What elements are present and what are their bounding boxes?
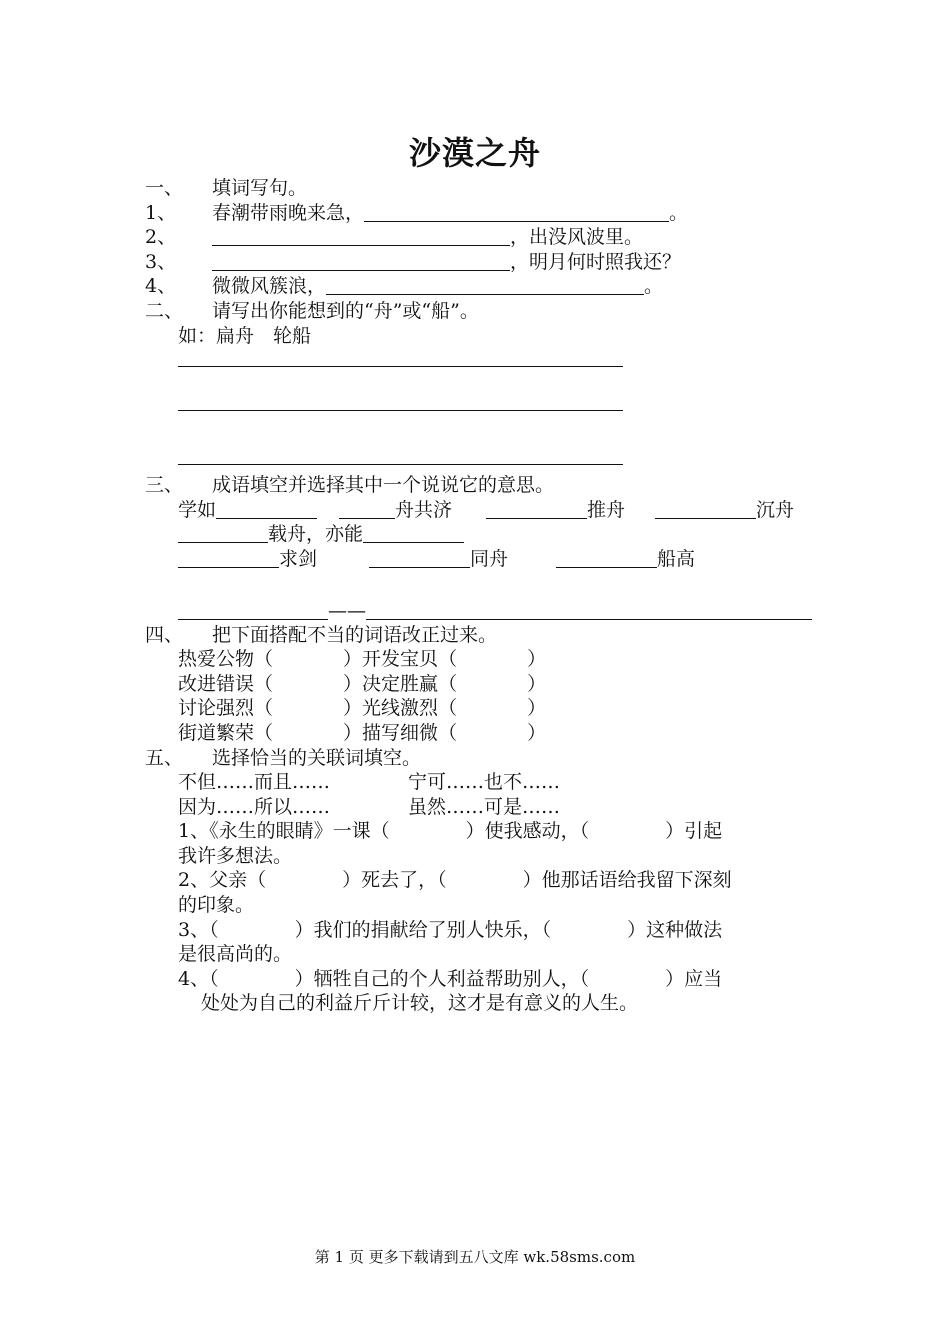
question-text: ）应当 [665,967,723,990]
question-text: 3、（ [178,918,219,941]
section-number: 四、 [145,623,184,646]
correction-row: 改进错误（ ）决定胜赢（ ） [178,672,547,695]
question-text: 2、父亲（ [178,869,267,892]
conjunction-row [145,795,805,820]
word-pair: 光线激烈 [362,697,439,720]
question-1-line-2: 我许多想法。 [178,844,293,867]
section-3-heading [145,473,805,498]
word-pair: 热爱公物 [178,648,255,671]
question-text: ）我们的捐献给了别人快乐，（ [294,918,552,941]
page-title: 沙漠之舟 [408,134,541,172]
correction-row: 街道繁荣（ ）描写细微（ ） [178,721,547,744]
question-text: ）牺牲自己的个人利益帮助别人，（ [294,967,590,990]
question-text: 1、《永生的眼睛》一课（ [178,820,390,843]
item-number: 4、 [145,275,177,298]
section-5-heading [145,746,805,771]
item-text-end: 。 [669,201,689,224]
answer-line[interactable] [178,391,623,411]
answer-line-row [145,419,805,473]
conjunction-option: 不但……而且…… [178,771,331,794]
question-3-line-2: 是很高尚的。 [178,943,293,966]
question-text: ）死去了，（ [342,869,447,892]
conjunction-option: 虽然……可是…… [408,795,561,818]
idiom-choice-blank[interactable] [178,600,328,620]
section-number: 一、 [145,177,184,199]
idiom-blank[interactable] [363,523,464,543]
idiom-text: 载舟，亦能 [268,523,364,546]
answer-blank[interactable] [364,202,669,222]
item-number: 1、 [145,201,177,224]
section-title: 选择恰当的关联词填空。 [212,746,422,769]
idiom-row-3 [145,547,805,572]
idiom-blank[interactable] [556,548,657,568]
fill-item-1 [145,201,805,226]
word-pair: 街道繁荣 [178,721,255,744]
answer-blank[interactable] [326,275,644,295]
meaning-row [145,599,805,623]
answer-line-row [145,348,805,365]
idiom-blank[interactable] [369,548,470,568]
section-number: 二、 [145,299,184,322]
word-pair: 开发宝贝 [362,648,439,671]
word-pair: 讨论强烈 [178,697,255,720]
section-title: 成语填空并选择其中一个说说它的意思。 [212,474,555,497]
fill-item-2 [145,225,805,250]
idiom-text: 同舟 [470,547,509,570]
question-2-line-2: 的印象。 [178,894,255,917]
section-number: 五、 [145,746,184,769]
idiom-blank[interactable] [216,499,317,519]
item-text-end: ，明月何时照我还？ [510,250,682,273]
idiom-blank[interactable] [339,499,395,519]
conjunction-option: 因为……所以…… [178,795,331,818]
idiom-blank[interactable] [178,548,279,568]
idiom-blank[interactable] [655,499,756,519]
idiom-text: 沉舟 [756,498,795,521]
word-pair: 决定胜赢 [362,672,439,695]
conjunction-option: 宁可……也不…… [408,771,561,794]
section-2-heading [145,299,805,324]
idiom-row-2 [145,522,805,547]
fill-item-3 [145,250,805,275]
idiom-text: 船高 [657,547,696,570]
item-text: 春潮带雨晚来急， [212,201,365,224]
answer-line[interactable] [178,347,623,367]
question-text: ）引起 [665,820,723,843]
section-1-heading [145,176,805,201]
idiom-row-1 [145,498,805,523]
section-title: 填词写句。 [212,177,308,199]
idiom-text: 推舟 [587,498,626,521]
question-text: ）这种做法 [627,918,723,941]
idiom-text: 求剑 [279,547,318,570]
item-number: 3、 [145,250,177,273]
item-text-end: ，出没风波里。 [510,226,644,249]
answer-blank[interactable] [212,226,510,246]
idiom-blank[interactable] [486,499,587,519]
question-text: ）他那话语给我留下深刻 [522,869,732,892]
worksheet-body [145,176,805,1016]
question-1-line-1 [145,819,805,844]
item-text: 微微风簇浪， [212,275,327,298]
correction-row: 热爱公物（ ）开发宝贝（ ） [178,648,547,671]
meaning-blank[interactable] [366,600,812,620]
section-number: 三、 [145,474,184,497]
question-4-line-1 [145,967,805,992]
example-text: 如：扁舟 轮船 [178,324,312,347]
word-pair: 描写细微 [362,721,439,744]
question-3-line-1 [145,918,805,943]
answer-line[interactable] [178,445,623,465]
question-text: 4、（ [178,967,219,990]
word-pair: 改进错误 [178,672,255,695]
idiom-text: 学如 [178,498,217,521]
item-number: 2、 [145,226,177,249]
section-title: 把下面搭配不当的词语改正过来。 [212,623,498,646]
answer-line-row [145,365,805,419]
dash-separator: —— [328,599,366,622]
item-text-end: 。 [644,275,664,298]
page-footer: 第 1 页 更多下载请到五八文库 wk.58sms.com [314,1248,636,1266]
fill-item-4 [145,274,805,299]
answer-blank[interactable] [212,251,510,271]
conjunction-row [145,770,805,795]
question-2-line-1 [145,868,805,893]
correction-row: 讨论强烈（ ）光线激烈（ ） [178,697,547,720]
question-4-line-2: 处处为自己的利益斤斤计较，这才是有意义的人生。 [201,992,639,1015]
question-text: ）使我感动，（ [465,820,590,843]
section-4-heading [145,623,805,648]
idiom-text: 舟共济 [395,498,453,521]
idiom-blank[interactable] [178,523,268,543]
section-title: 请写出你能想到的“舟”或“船”。 [212,299,479,322]
